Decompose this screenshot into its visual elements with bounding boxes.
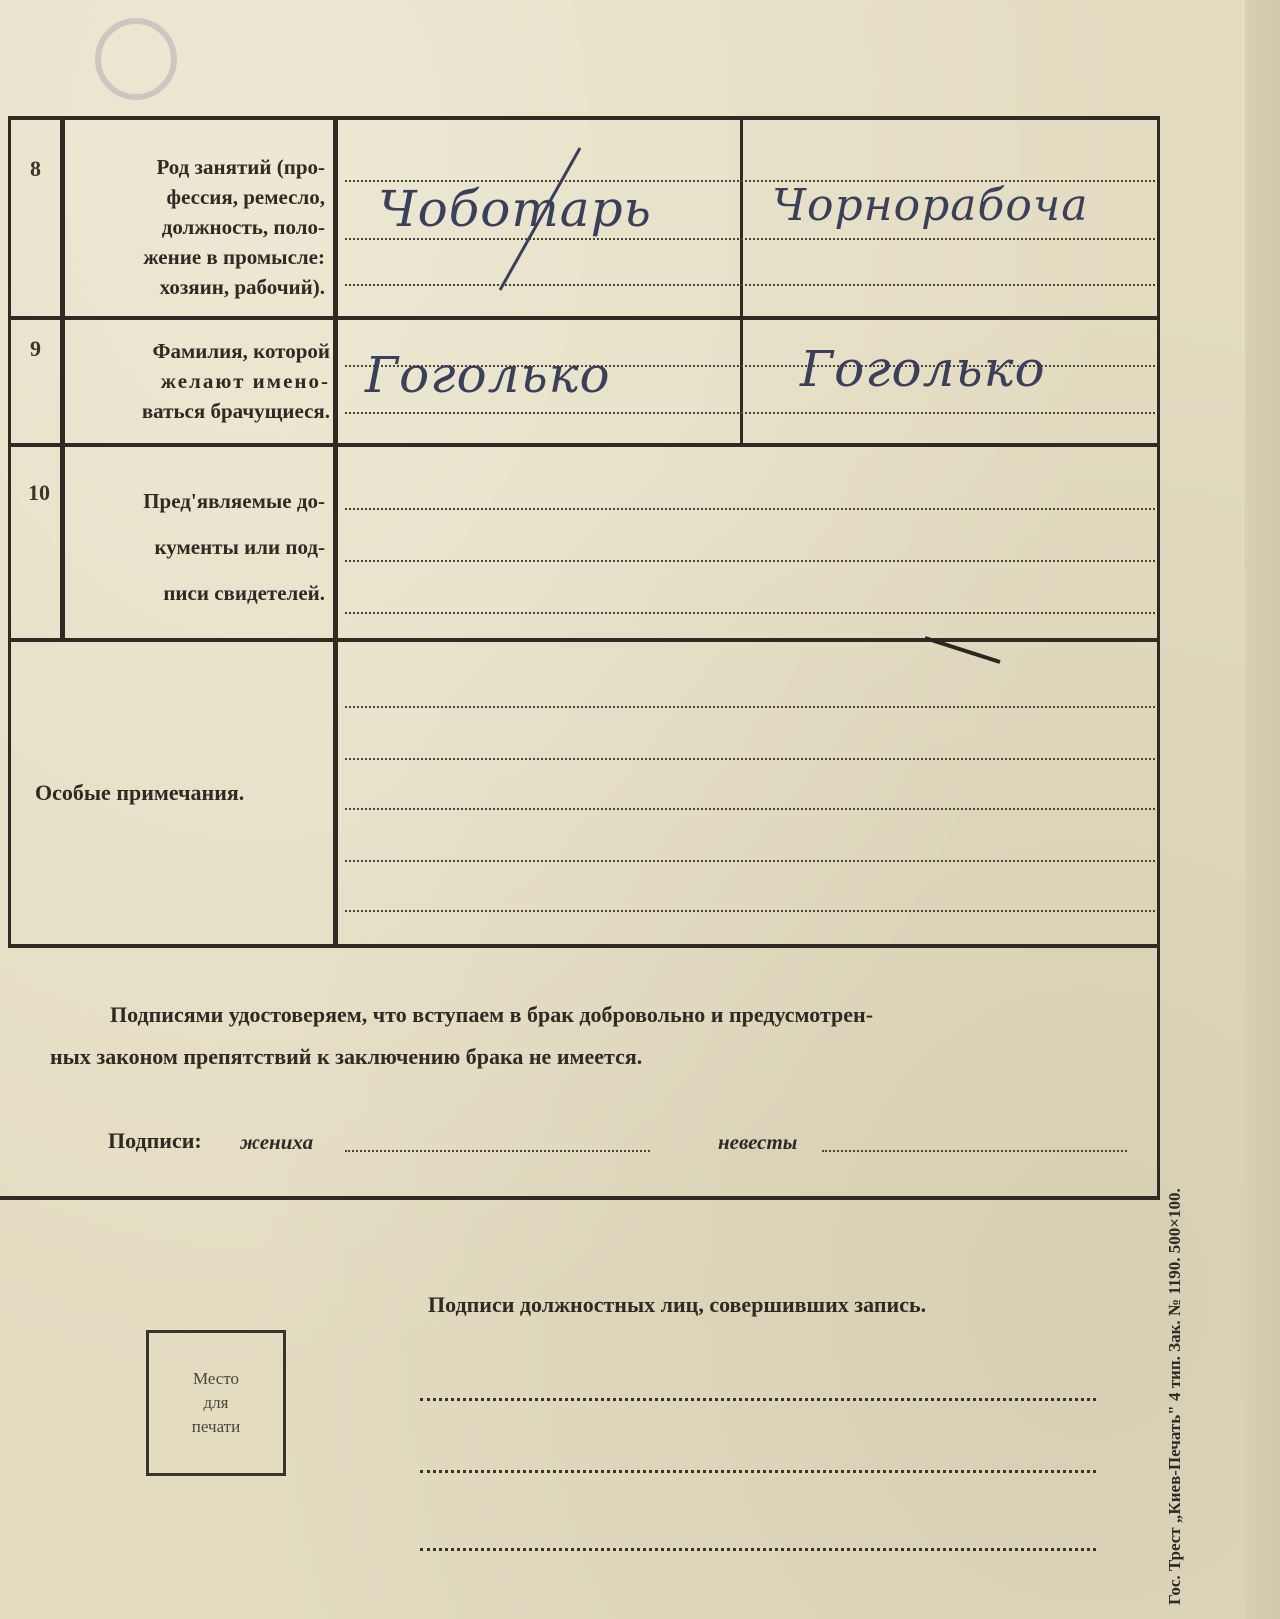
occupation-label xyxy=(80,152,325,302)
declaration-line-1: Подписями удостоверяем, что вступаем в брак добровольно и предусмотрен- xyxy=(110,1002,874,1027)
pen-mark xyxy=(920,632,1010,672)
official-signature-line xyxy=(420,1470,1096,1473)
notes-dotted-line xyxy=(345,910,1155,912)
notes-dotted-line xyxy=(345,860,1155,862)
stamp-label: печати xyxy=(191,1417,241,1436)
bride-signature-label: невесты xyxy=(718,1130,798,1154)
table-left-border xyxy=(8,116,11,946)
table-right-border xyxy=(1157,116,1160,1198)
printer-imprint xyxy=(1165,1188,1185,1605)
bride-surname-handwritten: Гоголько xyxy=(800,340,1046,398)
pen-stroke xyxy=(480,140,600,300)
row-10-dotted-line xyxy=(345,612,1155,614)
special-notes-label: Особые примечания. xyxy=(35,780,245,805)
groom-surname-handwritten: Гоголько xyxy=(365,346,611,404)
declaration-bottom-border xyxy=(0,1196,1160,1200)
groom-signature-label: жениха xyxy=(240,1130,314,1154)
label-line: хозяин, рабочий). xyxy=(159,275,325,299)
page-edge xyxy=(1245,0,1280,1619)
label-line: кументы или под- xyxy=(154,535,325,559)
notes-bottom-border xyxy=(8,944,1160,948)
label-line: писи свидетелей. xyxy=(163,581,325,605)
row-8-dotted-line xyxy=(345,238,1155,240)
number-column-divider xyxy=(60,118,65,638)
label-line: жение в промысле: xyxy=(143,245,325,269)
official-signature-line xyxy=(420,1398,1096,1401)
documents-label xyxy=(80,478,325,616)
table-top-border xyxy=(8,116,1160,120)
row-number: 9 xyxy=(30,336,41,361)
stamp-label: Место xyxy=(192,1369,240,1388)
label-column-divider xyxy=(333,118,338,946)
row-9-bottom-border xyxy=(8,443,1160,447)
printer-imprint-text: Гос. Трест „Киев-Печать" 4 тип. Зак. № 1190. 500×100. xyxy=(1165,1188,1184,1605)
row-8-bottom-border xyxy=(8,316,1160,320)
label-line: должность, поло- xyxy=(161,215,325,239)
surname-label xyxy=(80,336,330,426)
row-9-dotted-line xyxy=(345,412,1155,414)
stamp-label: для xyxy=(203,1393,229,1412)
notes-dotted-line xyxy=(345,758,1155,760)
notes-dotted-line xyxy=(345,808,1155,810)
row-number: 8 xyxy=(30,156,41,181)
row-10-dotted-line xyxy=(345,560,1155,562)
label-line: Пред'являемые до- xyxy=(143,489,325,513)
bride-occupation-handwritten: Чорнорабоча xyxy=(772,180,1089,231)
row-number: 10 xyxy=(28,480,50,505)
officials-signatures-heading: Подписи должностных лиц, совершивших запись. xyxy=(428,1292,927,1317)
label-line: желают имено- xyxy=(160,369,330,393)
declaration-line-2: ных законом препятствий к заключению брака не имеется. xyxy=(50,1044,643,1069)
row-8-dotted-line xyxy=(345,284,1155,286)
label-line: Род занятий (про- xyxy=(156,155,325,179)
stamp-place-box xyxy=(146,1330,286,1476)
notes-dotted-line xyxy=(345,706,1155,708)
groom-signature-line xyxy=(345,1150,650,1152)
bride-signature-line xyxy=(822,1150,1127,1152)
label-line: фессия, ремесло, xyxy=(166,185,325,209)
label-line: Фамилия, которой xyxy=(152,339,330,363)
official-signature-line xyxy=(420,1548,1096,1551)
signatures-label: Подписи: xyxy=(108,1128,202,1153)
ink-stain xyxy=(95,18,177,100)
label-line: ваться брачущиеся. xyxy=(141,399,330,423)
groom-occupation-handwritten: Чоботарь xyxy=(378,180,652,238)
groom-bride-divider xyxy=(740,118,743,444)
row-10-dotted-line xyxy=(345,508,1155,510)
